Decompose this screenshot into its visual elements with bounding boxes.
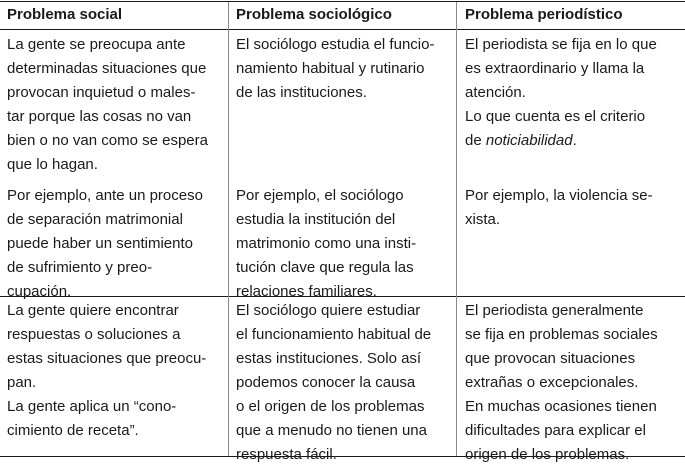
noticiabilidad-term: noticiabilidad [485,132,573,149]
row1-sociologico-cell: El sociólogo estudia el funcio- namiento habitual y rutinario de las instituciones. [236,36,435,101]
row1-periodistico-end: . [572,132,577,149]
row2-periodistico-cell: Por ejemplo, la violencia se- xista. [465,187,653,228]
header-problema-periodistico: Problema periodístico [465,6,623,23]
row1-periodistico-text: El periodista se fija en lo que es extraordinario y llama la atención. Lo que cuenta es el criterio de [465,36,657,149]
column-divider-2 [456,2,457,456]
column-divider-1 [228,2,229,456]
header-problema-sociologico: Problema sociológico [236,6,392,23]
row3-sociologico-cell: El sociólogo quiere estudiar el funcionamiento habitual de estas instituciones. Solo así podemos conocer la causa o el origen de los problemas que a menudo no tienen una respuesta fácil. [236,302,432,463]
table-top-rule [0,1,685,2]
row1-social-cell: La gente se preocupa ante determinadas situaciones que provocan inquietud o males- tar porque las cosas no van bien o no van como se espera que lo hagan. [7,36,208,173]
row3-periodistico-cell: El periodista generalmente se fija en problemas sociales que provocan situaciones extrañas o excepcionales. En muchas ocasiones tienen dificultades para explicar el origen de los problemas. [465,302,658,463]
row3-social-cell: La gente quiere encontrar respuestas o soluciones a estas situaciones que preocu- pan. La gente aplica un “cono- cimiento de receta”. [7,302,207,439]
header-problema-social: Problema social [7,6,123,23]
row2-social-cell: Por ejemplo, ante un proceso de separación matrimonial puede haber un sentimiento de sufrimiento y preo- cupación. [7,187,203,300]
row2-sociologico-cell: Por ejemplo, el sociólogo estudia la institución del matrimonio como una insti- tución clave que regula las relaciones familiares. [236,187,417,300]
header-rule [0,29,685,30]
row1-periodistico-cell [465,33,680,153]
